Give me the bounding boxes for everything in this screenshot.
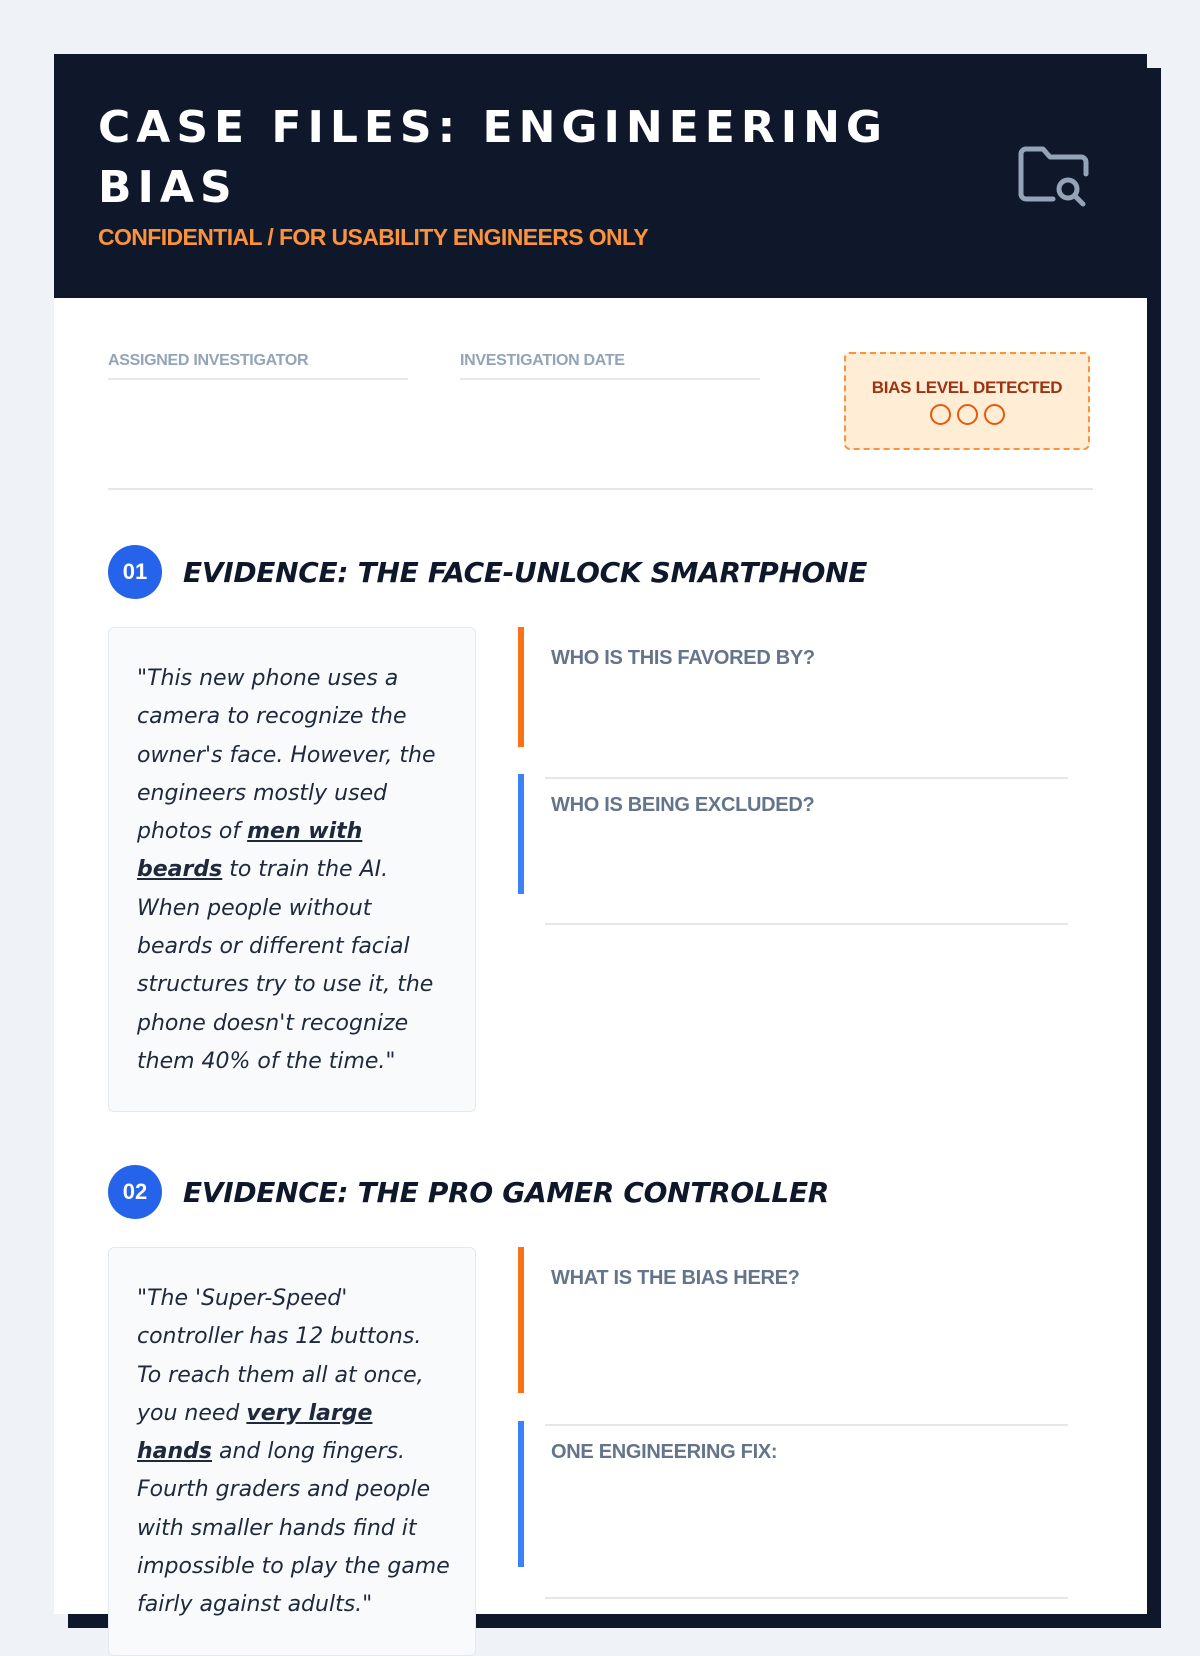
worksheet-card xyxy=(54,54,1147,1618)
page-subtitle: CONFIDENTIAL / FOR USABILITY ENGINEERS ONLY xyxy=(98,224,649,250)
question-block xyxy=(518,1247,1068,1393)
bias-level-rating xyxy=(846,404,1088,425)
date-input-line[interactable] xyxy=(460,378,760,380)
evidence-text-box xyxy=(108,627,476,1112)
evidence-text-box xyxy=(108,1247,476,1656)
investigator-label: ASSIGNED INVESTIGATOR xyxy=(108,352,309,369)
question-label: WHAT IS THE BIAS HERE? xyxy=(551,1267,800,1289)
evidence-text: "This new phone uses a camera to recognize the owner's face. However, the engineers mostly used photos of xyxy=(137,666,436,845)
section-number-badge: 01 xyxy=(108,545,162,599)
question-block xyxy=(518,1421,1068,1567)
page-title: CASE FILES: ENGINEERING BIAS xyxy=(98,102,889,213)
question-label: WHO IS BEING EXCLUDED? xyxy=(551,794,815,816)
evidence-text: "The 'Super-Speed' controller has 12 buttons. To reach them all at once, you need xyxy=(137,1286,424,1426)
evidence-emphasis: very large hands xyxy=(137,1400,373,1465)
date-label: INVESTIGATION DATE xyxy=(460,352,625,369)
folder-search-icon xyxy=(1017,144,1091,208)
case-meta xyxy=(108,298,1093,490)
bias-level-label: BIAS LEVEL DETECTED xyxy=(871,378,1063,397)
bias-rating-circle[interactable] xyxy=(930,404,951,425)
answer-line[interactable] xyxy=(545,1597,1068,1599)
question-label: ONE ENGINEERING FIX: xyxy=(551,1441,778,1463)
bias-level-stamp xyxy=(844,352,1090,450)
evidence-emphasis: men with beards xyxy=(137,819,363,883)
question-label: WHO IS THIS FAVORED BY? xyxy=(551,647,815,669)
section-heading xyxy=(108,1165,1090,1219)
date-field xyxy=(460,352,625,370)
investigator-field xyxy=(108,352,308,370)
section-title: EVIDENCE: THE FACE-UNLOCK SMARTPHONE xyxy=(183,555,868,589)
answer-line[interactable] xyxy=(545,923,1068,925)
evidence-section-01 xyxy=(108,545,1090,1074)
bias-rating-circle[interactable] xyxy=(984,404,1005,425)
evidence-text: and long fingers. Fourth graders and people with smaller hands find it impossible to play the game fairly against adults." xyxy=(137,1439,450,1618)
investigator-input-line[interactable] xyxy=(108,378,408,380)
section-title: EVIDENCE: THE PRO GAMER CONTROLLER xyxy=(183,1175,830,1209)
section-number-badge: 02 xyxy=(108,1165,162,1219)
question-block xyxy=(518,774,1068,894)
evidence-section-02 xyxy=(108,1165,1090,1618)
section-heading xyxy=(108,545,1090,599)
bias-rating-circle[interactable] xyxy=(957,404,978,425)
question-block xyxy=(518,627,1068,747)
header xyxy=(54,54,1147,298)
evidence-text: to train the AI. When people without beards or different facial structures try to use it, the phone doesn't recognize them 40% of the time." xyxy=(137,857,434,1074)
